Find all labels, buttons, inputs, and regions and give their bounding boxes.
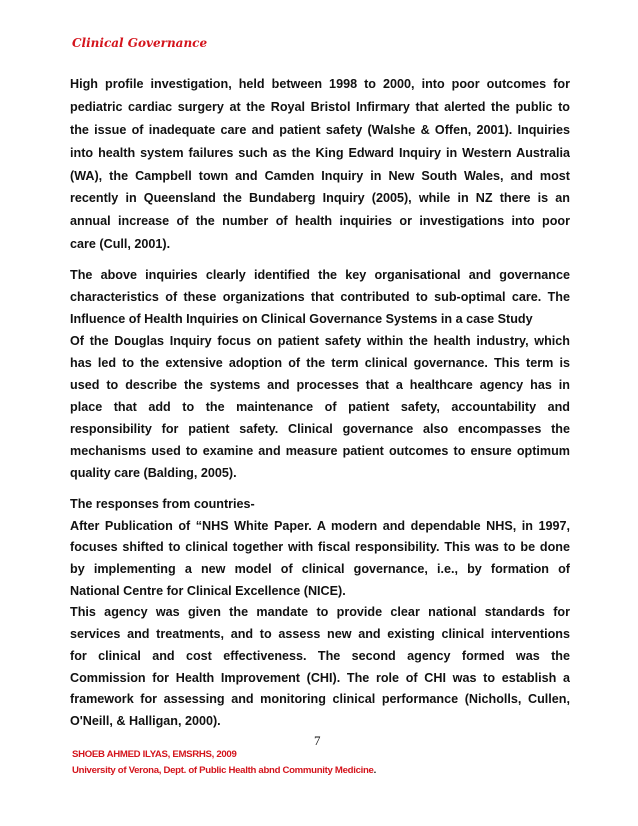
text-line: Influence of Health Inquiries on Clinical Governance Systems in a case Study (70, 312, 533, 326)
paragraph-clinical-governance-definition (70, 264, 570, 484)
text-line: used to describe the systems and processes that a healthcare agency has in (70, 378, 570, 392)
paragraph-inquiries (70, 73, 570, 256)
text-line: National Centre for Clinical Excellence (NICE). (70, 583, 346, 598)
text-line: mechanisms used to examine and measure patient outcomes to ensure optimum (70, 444, 570, 458)
text-line: Of the Douglas Inquiry focus on patient safety within the health industry, which (70, 334, 570, 348)
footer-author: SHOEB AHMED ILYAS, EMSRHS, 2009 (72, 749, 237, 760)
text-line: services and treatments, and to assess new and existing clinical interventions (70, 627, 570, 642)
text-line: recently in Queensland the Bundaberg Inquiry (2005), while in NZ there is an (70, 191, 570, 206)
text-line: by implementing a new model of clinical governance, i.e., by formation of (70, 562, 570, 577)
footer-affiliation-period: . (373, 765, 376, 776)
footer-affiliation-text: University of Verona, Dept. of Public Health abnd Community Medicine (72, 765, 374, 776)
text-line: After Publication of “NHS White Paper. A modern and dependable NHS, in 1997, (70, 518, 570, 533)
text-line: for clinical and cost effectiveness. The second agency formed was the (70, 648, 570, 663)
text-line: The above inquiries clearly identified the key organisational and governance (70, 268, 570, 282)
text-line: O'Neill, & Halligan, 2000). (70, 713, 221, 728)
text-line: characteristics of these organizations that contributed to sub-optimal care. The (70, 290, 570, 304)
text-line: responsibility for patient safety. Clinical governance also encompasses the (70, 422, 570, 436)
text-line: place that add to the maintenance of patient safety, accountability and (70, 400, 570, 414)
text-line: the issue of inadequate care and patient safety (Walshe & Offen, 2001). Inquiries (70, 122, 570, 137)
text-line: care (Cull, 2001). (70, 237, 171, 252)
paragraph-country-responses (70, 494, 570, 733)
text-line: focuses shifted to clinical together with fiscal responsibility. This was to be done (70, 540, 570, 555)
page-number: 7 (314, 733, 321, 748)
text-line: framework for assessing and monitoring clinical performance (Nicholls, Cullen, (70, 692, 570, 707)
text-line: pediatric cardiac surgery at the Royal Bristol Infirmary that alerted the public to (70, 99, 570, 114)
text-line: This agency was given the mandate to provide clear national standards for (70, 605, 570, 620)
text-line: High profile investigation, held between 1998 to 2000, into poor outcomes for (70, 77, 570, 91)
text-line: into health system failures such as the King Edward Inquiry in Western Australia (70, 145, 570, 160)
text-line: quality care (Balding, 2005). (70, 466, 237, 480)
running-header: Clinical Governance (72, 36, 208, 50)
text-line: has led to the extensive adoption of the term clinical governance. This term is (70, 356, 570, 370)
footer-affiliation (72, 765, 376, 776)
text-line: The responses from countries- (70, 497, 255, 511)
text-line: (WA), the Campbell town and Camden Inquiry in New South Wales, and most (70, 168, 570, 183)
text-line: Commission for Health Improvement (CHI). The role of CHI was to establish a (70, 670, 570, 685)
text-line: annual increase of the number of health inquiries or investigations into poor (70, 214, 570, 229)
